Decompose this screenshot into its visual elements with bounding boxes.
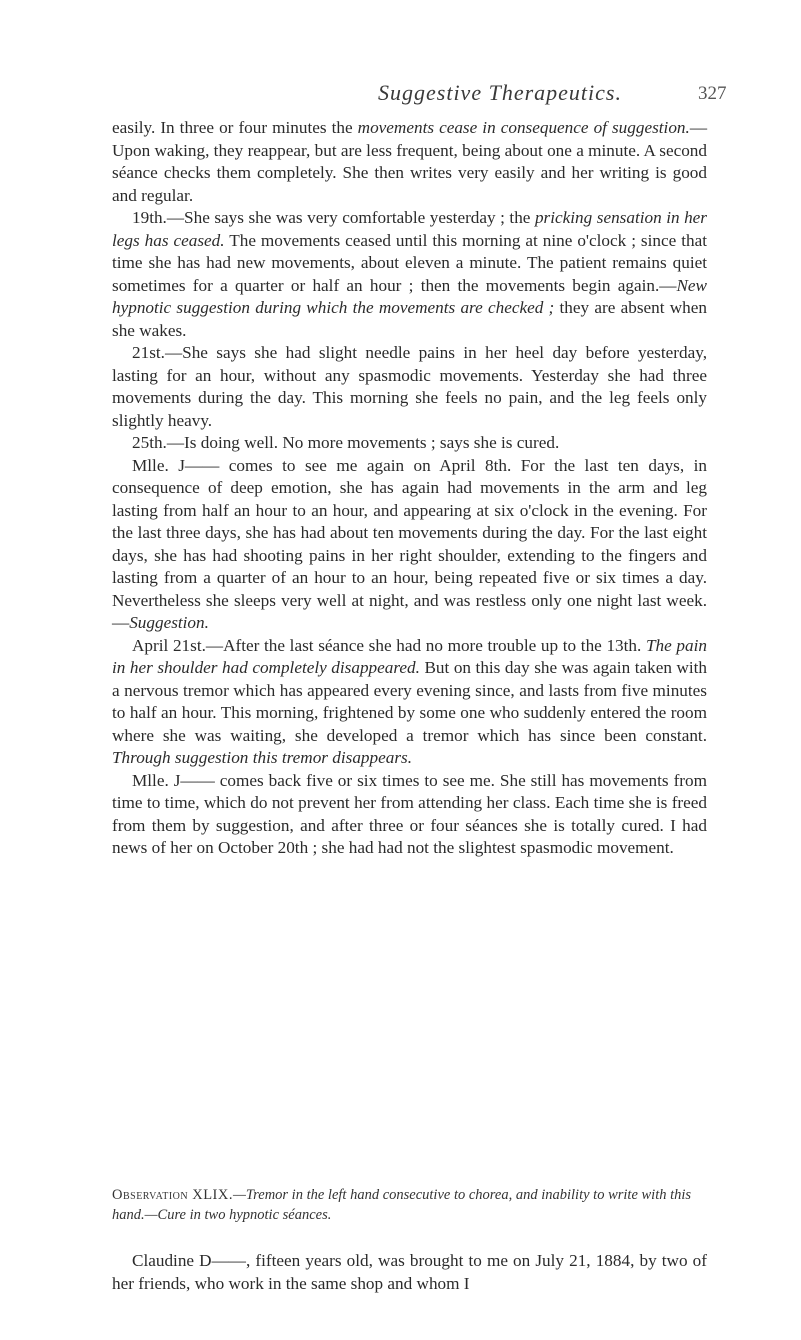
text-segment: easily. In three or four minutes the (112, 118, 358, 137)
paragraph (112, 635, 707, 770)
text-segment: 21st.—She says she had slight needle pains in her heel day before yesterday, lasting for an hour, without any spasmodic movements. Yesterday she had three movements during the day. This morning she feels no pain, and the leg feels only slightly heavy. (112, 343, 707, 430)
paragraph (112, 770, 707, 860)
italic-text: pricking sensation in her legs has ceased. (112, 208, 708, 250)
paragraph (112, 207, 707, 342)
text-segment: they are absent when she wakes. (112, 298, 707, 340)
observation-title: —Tremor in the left hand consecutive to chorea, and inability to write with this hand.—Cure in two hypnotic séances. (112, 1187, 692, 1223)
italic-text: New hypnotic suggestion during which the movements are checked ; (112, 275, 707, 317)
italic-text: movements cease in consequence of suggestion. (357, 118, 690, 137)
text-segment: April 21st.—After the last séance she had no more trouble up to the 13th. (132, 635, 646, 655)
text-segment: 25th.—Is doing well. No more movements ; says she is cured. (132, 433, 560, 452)
closing-text (112, 1250, 707, 1295)
text-segment: Mlle. J—— comes back five or six times to see me. She still has movements from time to time, which do not prevent her from attending her class. Each time she is freed from them by suggestion, and after three or four séances she is totally cured. I had news of her on October 20th ; she had had not the slightest spasmodic movement. (112, 770, 707, 857)
paragraph (112, 432, 707, 455)
text-segment: Mlle. J—— comes to see me again on April 8th. For the last ten days, in consequence of deep emotion, she has again had movements in the arm and leg lasting from half an hour to an hour, and appearing at six o'clock in the evening. For the last three days, she has had about ten movements during the day. For the last eight days, she has had shooting pains in her right shoulder, extending to the fingers and lasting from a quarter of an hour to an hour, being repeated five or six times a day. Nevertheless she sleeps very well at night, and was restless only one night last week.— (112, 455, 707, 632)
paragraph (112, 342, 707, 432)
observation-heading (112, 1185, 707, 1225)
running-title: Suggestive Therapeutics. (378, 80, 622, 105)
text-segment: But on this day she was again taken with a nervous tremor which has appeared every evening since, and lasts from five minutes to half an hour. This morning, frightened by some one who suddenly entered the room where she was waiting, she developed a tremor which has since been constant. (112, 658, 707, 745)
paragraph (112, 455, 707, 635)
text-segment: —Upon waking, they reappear, but are less frequent, being about one a minute. A second séance checks them completely. She then writes very easily and her writing is good and regular. (112, 118, 707, 205)
page-number: 327 (698, 83, 727, 104)
observation-label: Observation XLIX. (112, 1187, 233, 1203)
page-header (0, 80, 801, 110)
paragraph (112, 117, 707, 207)
italic-text: The pain in her shoulder had completely disappeared. (112, 635, 707, 677)
closing-paragraph: Claudine D——, fifteen years old, was brought to me on July 21, 1884, by two of her friends, who work in the same shop and whom I (112, 1251, 707, 1293)
body-text (112, 117, 707, 860)
italic-text: Suggestion. (129, 613, 209, 632)
text-segment: 19th.—She says she was very comfortable yesterday ; the (132, 208, 535, 227)
italic-text: Through suggestion this tremor disappears. (112, 748, 413, 767)
text-segment: The movements ceased until this morning at nine o'clock ; since that time she has had new movements, about eleven a minute. The patient remains quiet sometimes for a quarter or half an hour ; then the movements begin again.— (112, 230, 707, 295)
